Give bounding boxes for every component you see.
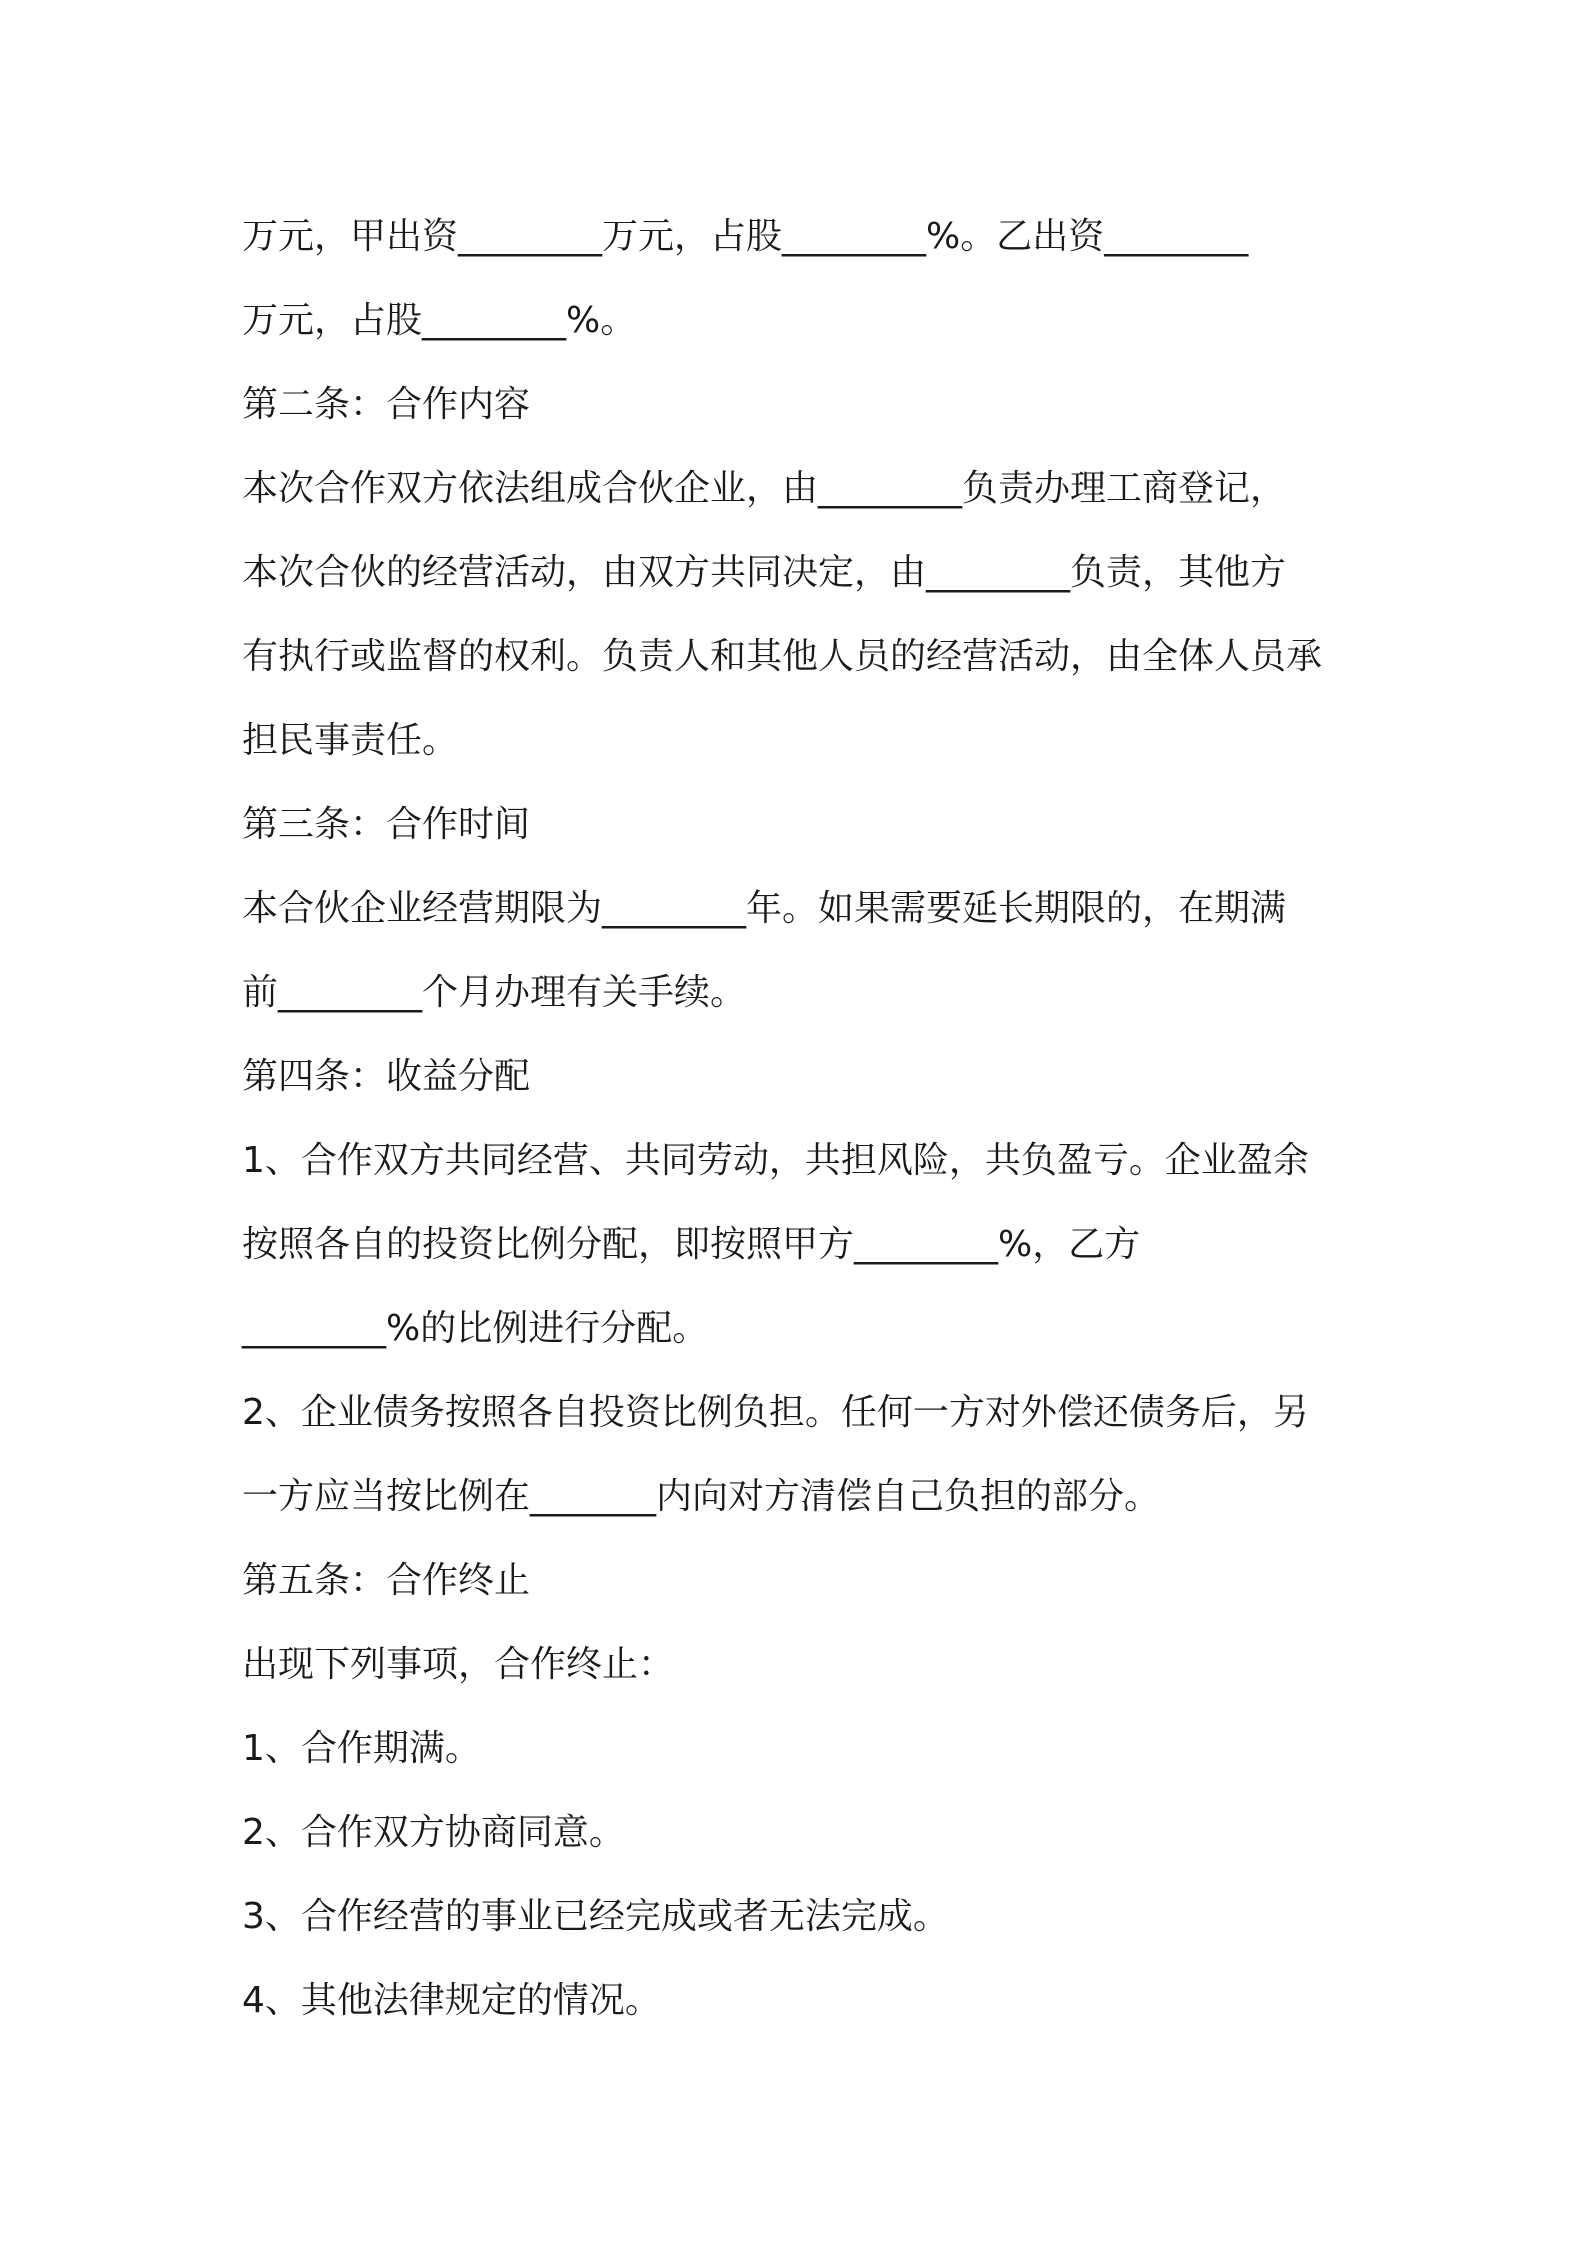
list-item: 4、其他法律规定的情况。 — [242, 1980, 661, 2021]
list-item: 1、合作期满。 — [242, 1728, 481, 1769]
paragraph-line: 本合伙企业经营期限为________年。如果需要延长期限的，在期满 — [242, 888, 1287, 929]
document-body — [242, 195, 1362, 2043]
section-heading-article-5: 第五条：合作终止 — [242, 1560, 531, 1601]
paragraph-line: 本次合伙的经营活动，由双方共同决定，由________负责，其他方 — [242, 552, 1287, 593]
paragraph-line: 万元，甲出资________万元，占股________%。乙出资________ — [242, 216, 1249, 257]
section-heading-article-3: 第三条：合作时间 — [242, 804, 531, 845]
list-item: 3、合作经营的事业已经完成或者无法完成。 — [242, 1896, 949, 1937]
paragraph-line: 担民事责任。 — [242, 720, 459, 761]
list-item-line: 按照各自的投资比例分配，即按照甲方________%，乙方 — [242, 1224, 1141, 1265]
list-item: 2、合作双方协商同意。 — [242, 1812, 625, 1853]
paragraph-line: 前________个月办理有关手续。 — [242, 972, 747, 1013]
list-item-line: 一方应当按比例在_______内向对方清偿自己负担的部分。 — [242, 1476, 1161, 1517]
paragraph-line: 出现下列事项，合作终止： — [242, 1644, 675, 1685]
list-item-line: ________%的比例进行分配。 — [242, 1308, 709, 1349]
section-heading-article-4: 第四条：收益分配 — [242, 1056, 531, 1097]
paragraph-line: 有执行或监督的权利。负责人和其他人员的经营活动，由全体人员承 — [242, 636, 1323, 677]
section-heading-article-2: 第二条：合作内容 — [242, 384, 531, 425]
paragraph-line: 万元，占股________%。 — [242, 300, 637, 341]
list-item-line: 2、企业债务按照各自投资比例负担。任何一方对外偿还债务后，另 — [242, 1392, 1309, 1433]
list-item-line: 1、合作双方共同经营、共同劳动，共担风险，共负盈亏。企业盈余 — [242, 1140, 1309, 1181]
paragraph-line: 本次合作双方依法组成合伙企业，由________负责办理工商登记， — [242, 468, 1287, 509]
